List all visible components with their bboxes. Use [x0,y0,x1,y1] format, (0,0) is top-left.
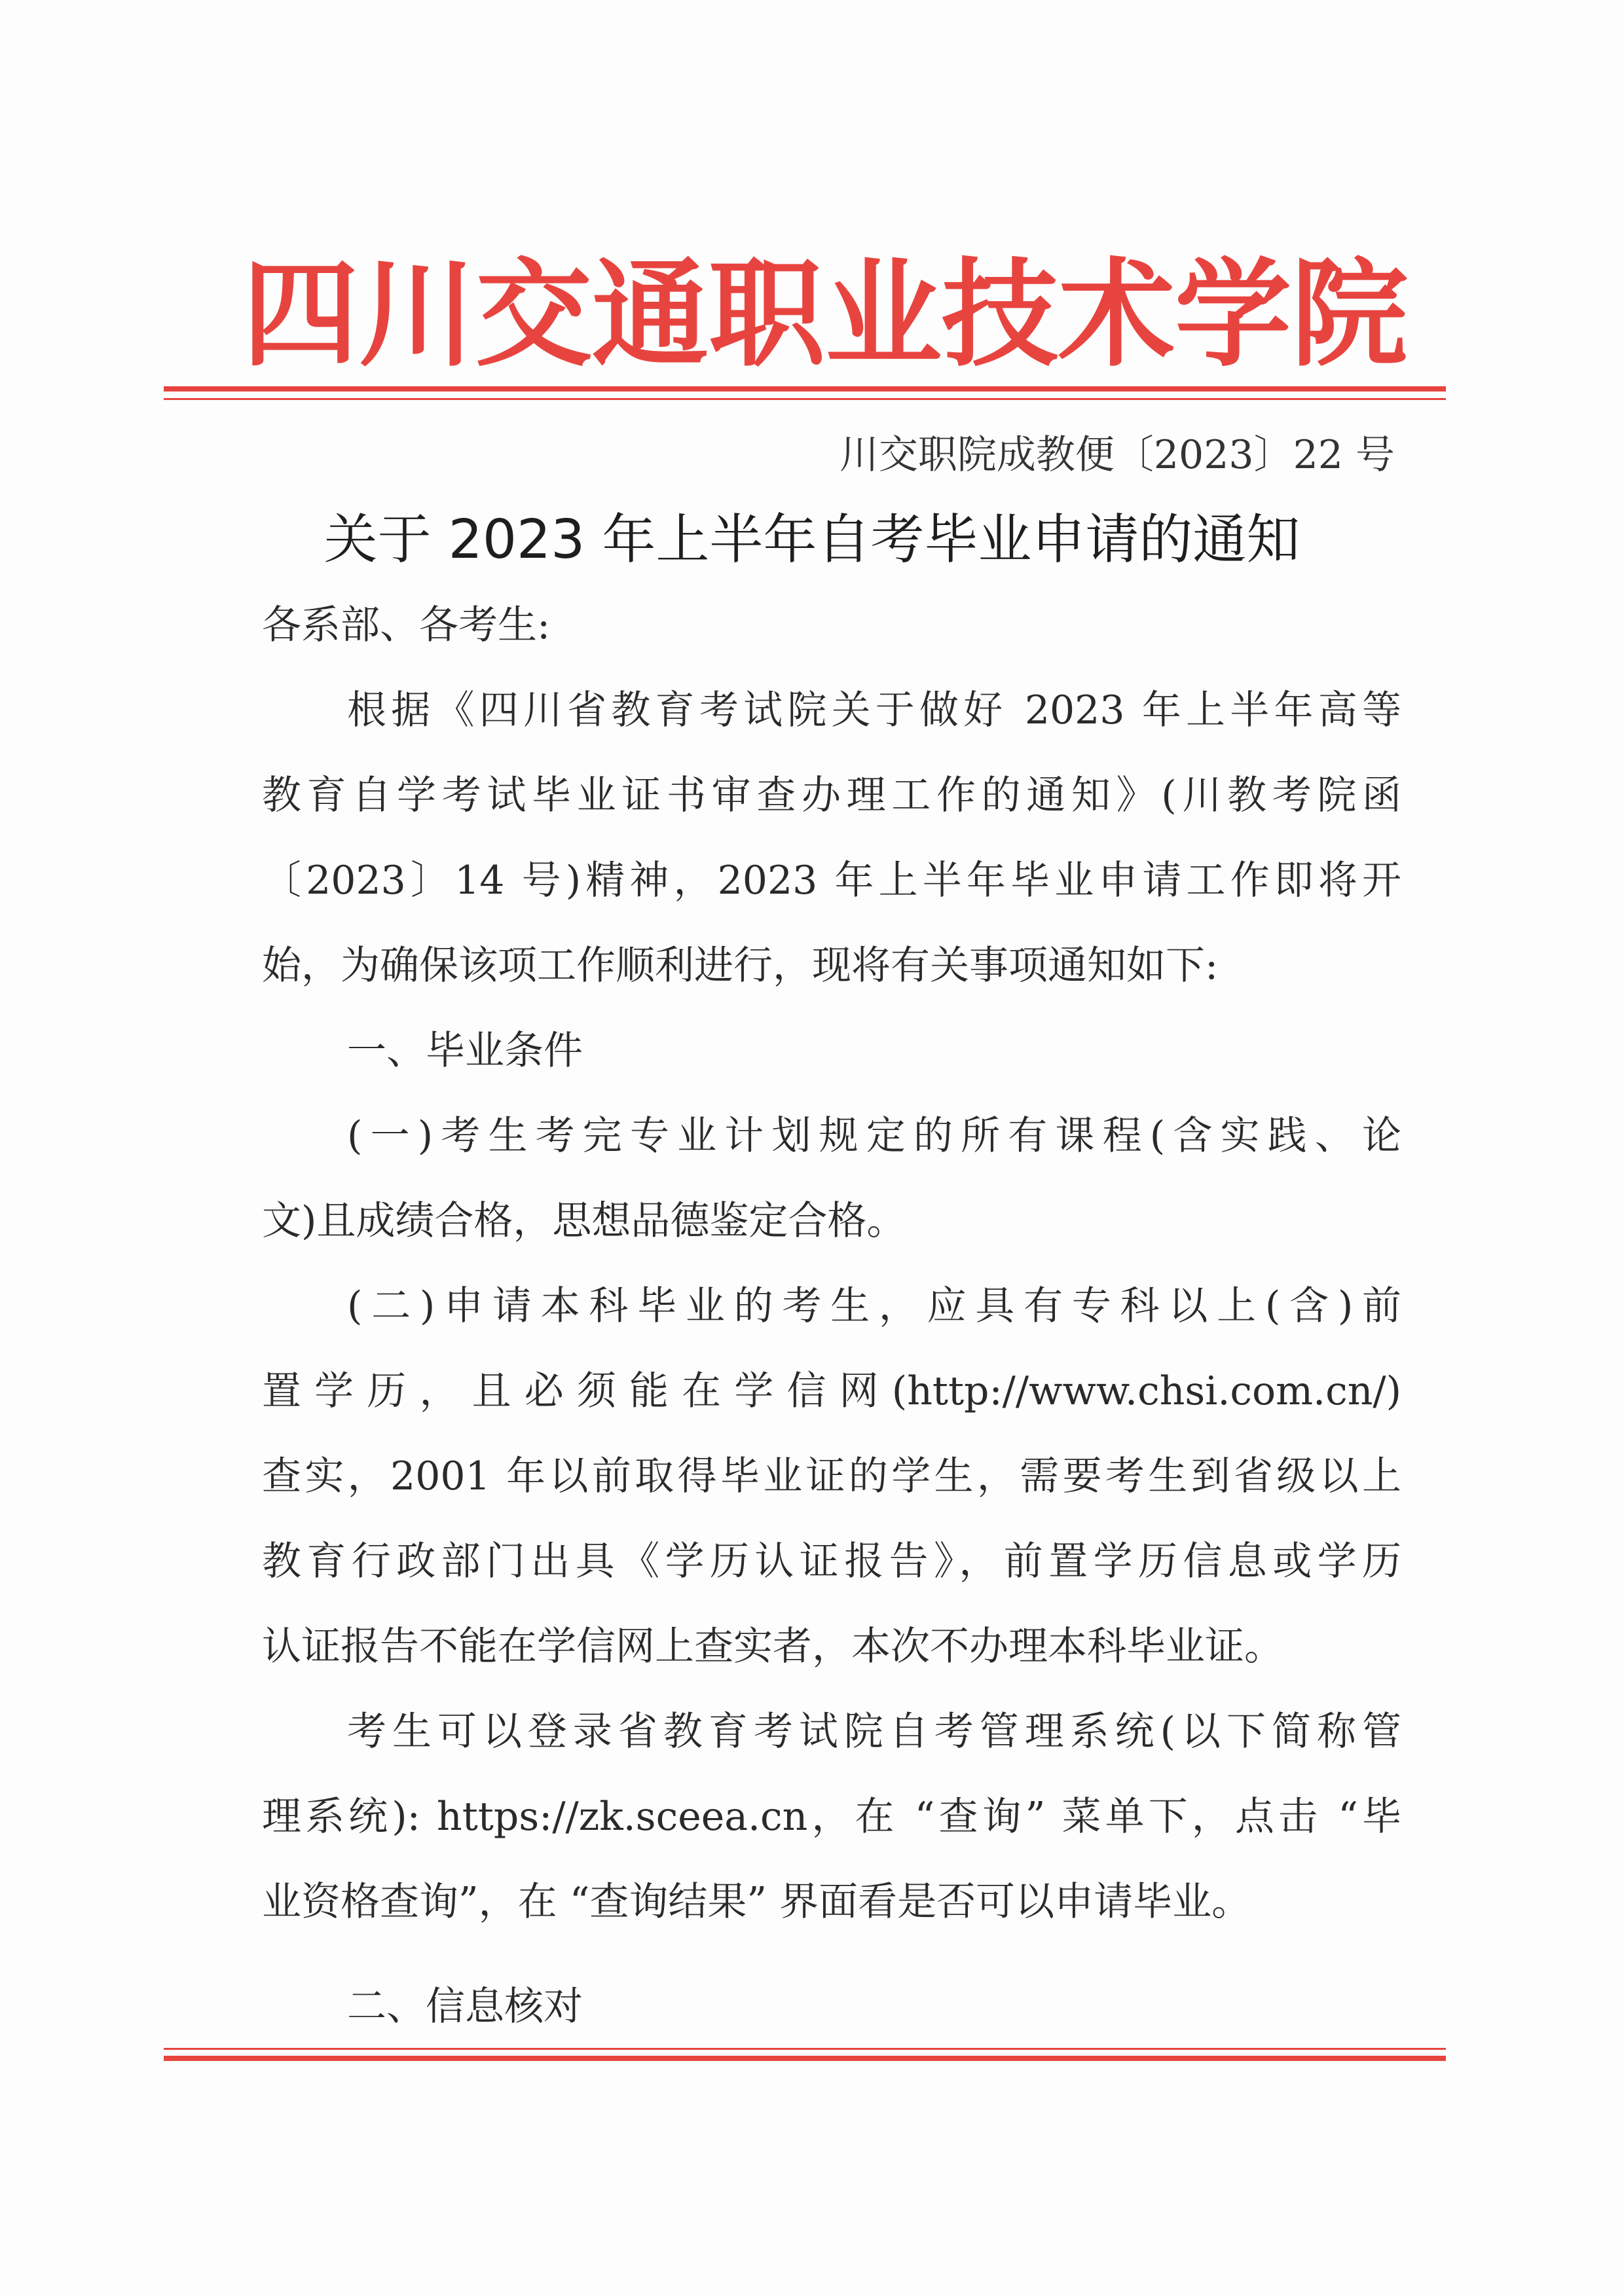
document-number: 川交职院成教便〔2023〕22 号 [839,432,1395,478]
red-footer-rule-thick [164,2056,1446,2061]
masthead-char: 业 [825,246,942,382]
red-footer-rule-thin [164,2048,1446,2050]
intro-line: 根据《四川省教育考试院关于做好 2023 年上半年高等 [347,687,1401,733]
condition-item-line: (一)考生考完专业计划规定的所有课程(含实践、论 [347,1113,1401,1159]
condition-item-line: 教育行政部门出具《学历认证报告》，前置学历信息或学历 [262,1539,1401,1584]
red-header-rule-thick [164,386,1446,392]
condition-item-line: (二)申请本科毕业的考生，应具有专科以上(含)前 [347,1283,1401,1329]
condition-item-line: 置学历，且必须能在学信网(http://www.chsi.com.cn/) [262,1368,1401,1414]
masthead-char: 学 [1175,246,1291,382]
notice-title: 关于 2023 年上半年自考毕业申请的通知 [323,509,1301,571]
masthead-char: 技 [942,246,1058,382]
masthead-char: 职 [709,246,825,382]
condition-item-line: 查实，2001 年以前取得毕业证的学生，需要考生到省级以上 [262,1453,1401,1499]
masthead-char: 四 [242,246,359,382]
query-instruction-line: 考生可以登录省教育考试院自考管理系统(以下简称管 [347,1709,1401,1755]
masthead-char: 交 [475,246,592,382]
masthead-char: 术 [1058,246,1175,382]
intro-line: 〔2023〕14 号)精神，2023 年上半年毕业申请工作即将开 [262,858,1401,903]
institution-masthead [242,246,1408,382]
intro-line: 始，为确保该项工作顺利进行，现将有关事项通知如下: [262,943,1219,989]
masthead-char: 院 [1291,246,1408,382]
red-header-rule-thin [164,398,1446,400]
section-heading-information-check: 二、信息核对 [347,1984,583,2030]
condition-item-line: 文)且成绩合格，思想品德鉴定合格。 [262,1198,906,1244]
masthead-char: 川 [359,246,475,382]
query-instruction-line: 理系统): https://zk.sceea.cn，在 “查询” 菜单下，点击 “毕 [262,1794,1401,1840]
condition-item-line: 认证报告不能在学信网上查实者，本次不办理本科毕业证。 [262,1624,1283,1669]
query-instruction-line: 业资格查询”，在 “查询结果” 界面看是否可以申请毕业。 [262,1879,1251,1925]
masthead-char: 通 [592,246,709,382]
section-heading-graduation-conditions: 一、毕业条件 [347,1028,583,1074]
salutation: 各系部、各考生: [262,602,551,648]
intro-line: 教育自学考试毕业证书审查办理工作的通知》(川教考院函 [262,773,1401,818]
